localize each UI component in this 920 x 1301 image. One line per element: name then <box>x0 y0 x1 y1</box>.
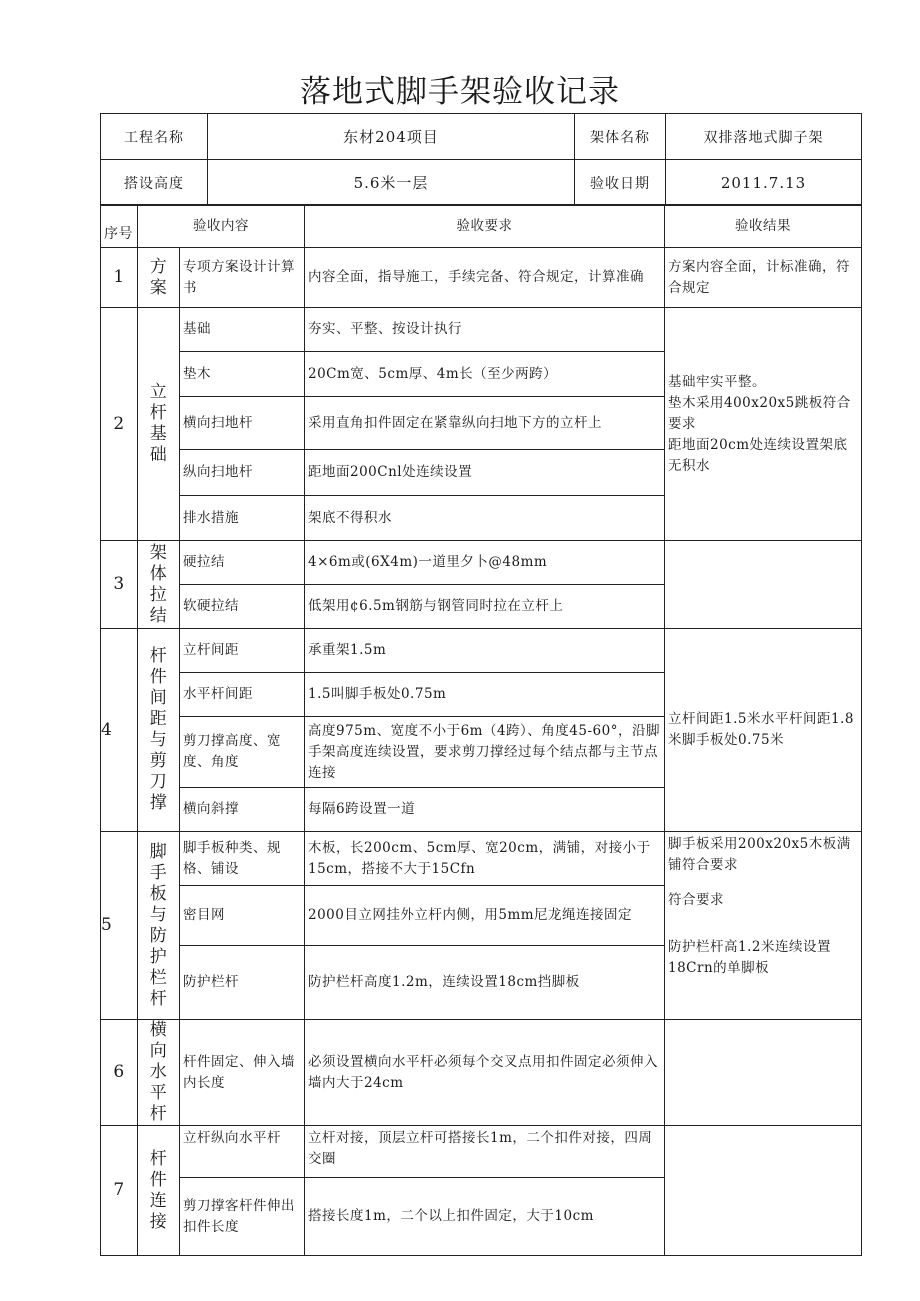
date-value: 2011.7.13 <box>666 160 862 206</box>
result-line: 符合要求 <box>668 892 724 908</box>
requirement-text: 20Cm宽、5cm厚、4m长（至少两跨） <box>305 352 665 397</box>
height-value: 5.6米一层 <box>208 160 575 206</box>
result-line: 脚手板采用200x20x5木板满铺符合要求 <box>668 836 851 873</box>
requirement-text: 每隔6跨设置一道 <box>305 788 665 832</box>
header-table <box>100 113 862 206</box>
section-category: 脚手板与防护栏杆 <box>138 832 180 1020</box>
section-no: 3 <box>101 541 138 629</box>
section-category: 立杆基础 <box>138 308 180 541</box>
result-cell <box>665 832 862 1020</box>
item-label: 剪刀撑客杆件伸出扣件长度 <box>180 1178 305 1256</box>
item-label: 横向扫地杆 <box>180 397 305 450</box>
page-title: 落地式脚手架验收记录 <box>300 74 620 110</box>
result-text: 立杆间距1.5米水平杆间距1.8米脚手板处0.75米 <box>665 629 862 832</box>
frame-value: 双排落地式脚子架 <box>666 114 862 160</box>
requirement-text: 2000目立网挂外立杆内侧，用5mm尼龙绳连接固定 <box>305 886 665 946</box>
requirement-text: 4×6m或(6X4m)一道里夕卜@48mm <box>305 541 665 585</box>
result-line: 距地面20cm处连续设置架底无积水 <box>668 436 848 474</box>
item-label: 剪刀撑高度、宽度、角度 <box>180 717 305 788</box>
section-no: 7 <box>101 1126 138 1256</box>
item-label: 防护栏杆 <box>180 946 305 1020</box>
result-text <box>665 541 862 629</box>
item-label: 杆件固定、伸入墙内长度 <box>180 1020 305 1126</box>
requirement-text: 低架用¢6.5m钢筋与钢管同时拉在立杆上 <box>305 585 665 629</box>
column-header-requirement: 验收要求 <box>305 205 665 248</box>
frame-label: 架体名称 <box>575 114 666 160</box>
requirement-text: 承重架1.5m <box>305 629 665 673</box>
inspection-table <box>100 204 862 1256</box>
item-label: 纵向扫地杆 <box>180 450 305 496</box>
column-header-result: 验收结果 <box>665 205 862 248</box>
requirement-text: 高度975m、宽度不小于6m（4跨）、角度45-60°，沿脚手架高度连续设置，要求剪刀撑经过每个结点都与主节点连接 <box>305 717 665 788</box>
requirement-text: 夯实、平整、按设计执行 <box>305 308 665 352</box>
section-no: 2 <box>101 308 138 541</box>
item-label: 硬拉结 <box>180 541 305 585</box>
section-no: 4 <box>101 629 138 832</box>
item-label: 软硬拉结 <box>180 585 305 629</box>
requirement-text: 1.5叫脚手板处0.75m <box>305 673 665 717</box>
item-label: 密目网 <box>180 886 305 946</box>
requirement-text: 防护栏杆高度1.2m，连续设置18cm挡脚板 <box>305 946 665 1020</box>
column-header-content: 验收内容 <box>138 205 305 248</box>
item-label: 排水措施 <box>180 496 305 541</box>
result-line: 垫木采用400x20x5跳板符合要求 <box>668 394 851 432</box>
item-label: 水平杆间距 <box>180 673 305 717</box>
height-label: 搭设高度 <box>101 160 208 206</box>
item-label: 垫木 <box>180 352 305 397</box>
section-category: 方案 <box>138 248 180 308</box>
requirement-text: 架底不得积水 <box>305 496 665 541</box>
section-no: 5 <box>101 832 138 1020</box>
requirement-text: 距地面200Cnl处连续设置 <box>305 450 665 496</box>
item-label: 立杆纵向水平杆 <box>180 1126 305 1178</box>
requirement-text: 立杆对接，顶层立杆可搭接长1m，二个扣件对接，四周交圈 <box>305 1126 665 1178</box>
requirement-text: 搭接长度1m，二个以上扣件固定，大于10cm <box>305 1178 665 1256</box>
requirement-text: 采用直角扣件固定在紧靠纵向扫地下方的立杆上 <box>305 397 665 450</box>
project-label: 工程名称 <box>101 114 208 160</box>
result-line: 防护栏杆高1.2米连续设置18Crn的单脚板 <box>668 939 831 976</box>
section-category: 杆件间距与剪刀撑 <box>138 629 180 832</box>
requirement-text: 内容全面，指导施工，手续完备、符合规定，计算准确 <box>305 248 665 308</box>
result-line: 基础牢实平整。 <box>668 373 766 390</box>
date-label: 验收日期 <box>575 160 666 206</box>
item-label: 脚手板种类、规格、铺设 <box>180 832 305 886</box>
section-no: 6 <box>101 1020 138 1126</box>
section-category: 横向水平杆 <box>138 1020 180 1126</box>
requirement-text: 木板，长200cm、5cm厚、宽20cm，满铺，对接小于15cm，搭接不大于15Cfn <box>305 832 665 886</box>
project-value: 东材204项目 <box>208 114 575 160</box>
section-no: 1 <box>101 248 138 308</box>
result-text: 方案内容全面，计标准确，符合规定 <box>665 248 862 308</box>
item-label: 横向斜撑 <box>180 788 305 832</box>
result-cell <box>665 308 862 541</box>
section-category: 架体拉结 <box>138 541 180 629</box>
item-label: 立杆间距 <box>180 629 305 673</box>
result-text <box>665 1020 862 1126</box>
item-label: 专项方案设计计算书 <box>180 248 305 308</box>
result-text <box>665 1126 862 1256</box>
section-category: 杆件连接 <box>138 1126 180 1256</box>
item-label: 基础 <box>180 308 305 352</box>
column-header-no: 序号 <box>101 205 138 248</box>
requirement-text: 必须设置横向水平杆必须每个交叉点用扣件固定必须伸入墙内大于24cm <box>305 1020 665 1126</box>
